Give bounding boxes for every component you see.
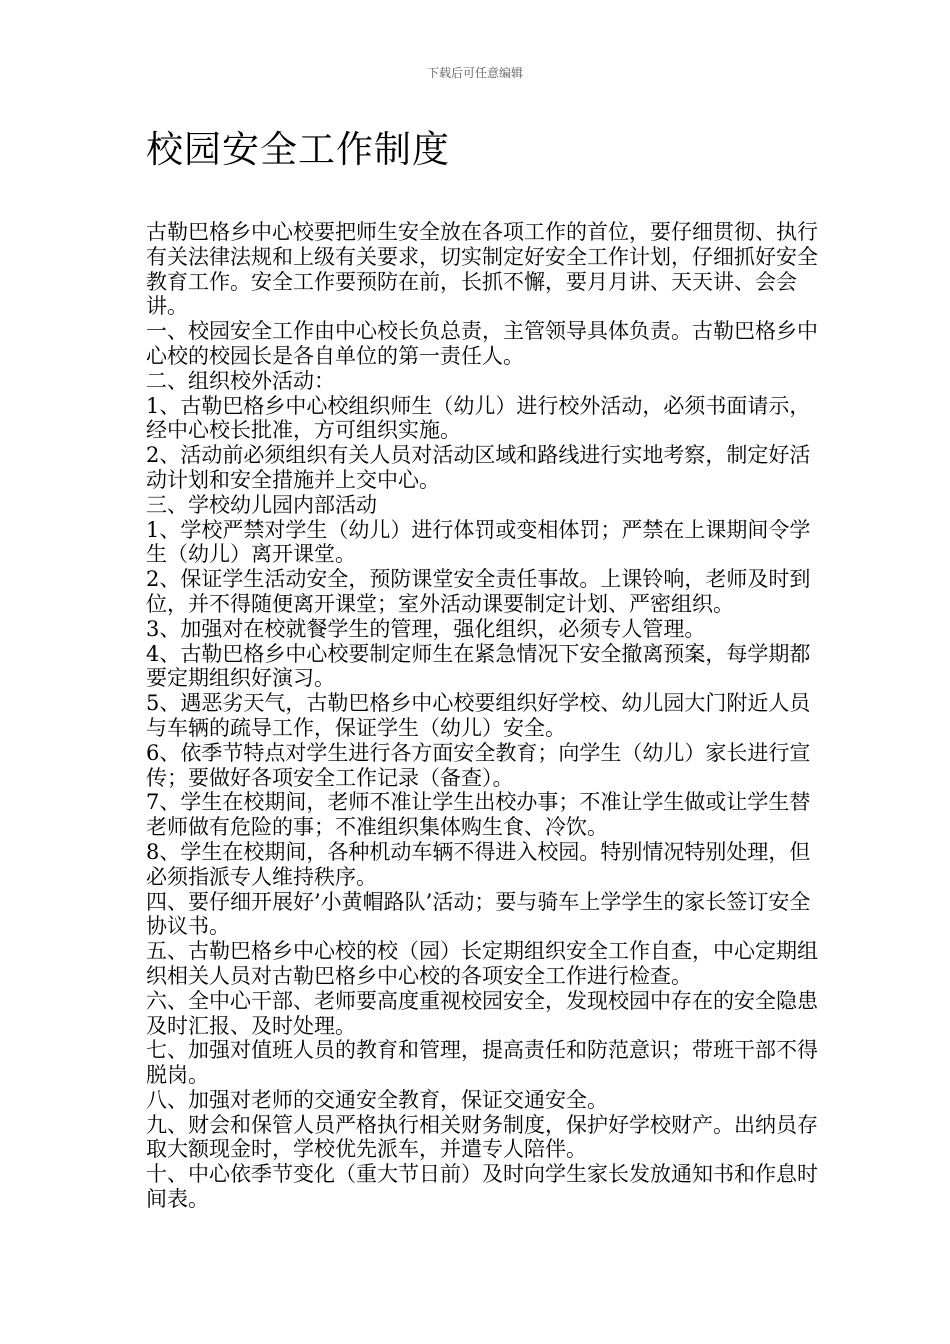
section-heading: 二、组织校外活动： <box>146 368 335 393</box>
paragraph-intro: 古勒巴格乡中心校要把师生安全放在各项工作的首位，要仔细贯彻、执行有关法律法规和上级有关要求，切实制定好安全工作计划，仔细抓好安全教育工作。安全工作要预防在前，长抓不懈，要月月讲、天天讲、会会讲。 <box>146 220 818 319</box>
paragraph-item: 4、古勒巴格乡中心校要制定师生在紧急情况下安全撤离预案，每学期都要定期组织好演习。 <box>146 641 811 691</box>
paragraph-item: 2、保证学生活动安全，预防课堂安全责任事故。上课铃响，老师及时到位，并不得随便离开课堂；室外活动课要制定计划、严密组织。 <box>146 567 811 616</box>
paragraph-item: 6、依季节特点对学生进行各方面安全教育；向学生（幼儿）家长进行宣传；要做好各项安全工作记录（备查）。 <box>146 740 811 790</box>
paragraph-item: 五、古勒巴格乡中心校的校（园）长定期组织安全工作自查，中心定期组织相关人员对古勒巴格乡中心校的各项安全工作进行检查。 <box>146 939 818 988</box>
document-title: 校园安全工作制度 <box>146 128 450 171</box>
paragraph-item: 九、财会和保管人员严格执行相关财务制度，保护好学校财产。出纳员存取大额现金时，学校优先派车，并遣专人陪伴。 <box>146 1112 818 1162</box>
paragraph-item: 十、中心依季节变化（重大节日前）及时向学生家长发放通知书和作息时间表。 <box>146 1162 818 1212</box>
paragraph-item: 5、遇恶劣天气，古勒巴格乡中心校要组织好学校、幼儿园大门附近人员与车辆的疏导工作，保证学生（幼儿）安全。 <box>146 691 811 740</box>
paragraph-item: 七、加强对值班人员的教育和管理，提高责任和防范意识；带班干部不得脱岗。 <box>146 1038 818 1088</box>
paragraph-item: 六、全中心干部、老师要高度重视校园安全，发现校园中存在的安全隐患及时汇报、及时处理。 <box>146 988 818 1038</box>
paragraph-item: 1、学校严禁对学生（幼儿）进行体罚或变相体罚；严禁在上课期间令学生（幼儿）离开课堂。 <box>146 517 811 567</box>
paragraph-item: 一、校园安全工作由中心校长负总责，主管领导具体负责。古勒巴格乡中心校的校园长是各自单位的第一责任人。 <box>146 319 818 368</box>
page-header-note: 下载后可任意编辑 <box>426 66 523 80</box>
paragraph-item: 3、加强对在校就餐学生的管理，强化组织，必须专人管理。 <box>146 616 706 641</box>
paragraph-item: 2、活动前必须组织有关人员对活动区域和路线进行实地考察，制定好活动计划和安全措施并上交中心。 <box>146 443 811 492</box>
paragraph-item: 1、古勒巴格乡中心校组织师生（幼儿）进行校外活动，必须书面请示，经中心校长批准，方可组织实施。 <box>146 393 811 443</box>
paragraph-item: 四、要仔细开展好’小黄帽路队’活动；要与骑车上学学生的家长签订安全协议书。 <box>146 889 811 939</box>
paragraph-item: 八、加强对老师的交通安全教育，保证交通安全。 <box>146 1087 608 1112</box>
section-heading: 三、学校幼儿园内部活动 <box>146 492 377 517</box>
paragraph-item: 8、学生在校期间，各种机动车辆不得进入校园。特别情况特别处理，但必须指派专人维持秩序。 <box>146 839 811 889</box>
document-body <box>146 220 826 1212</box>
paragraph-item: 7、学生在校期间，老师不准让学生出校办事；不准让学生做或让学生替老师做有危险的事；不准组织集体购生食、冷饮。 <box>146 790 811 840</box>
